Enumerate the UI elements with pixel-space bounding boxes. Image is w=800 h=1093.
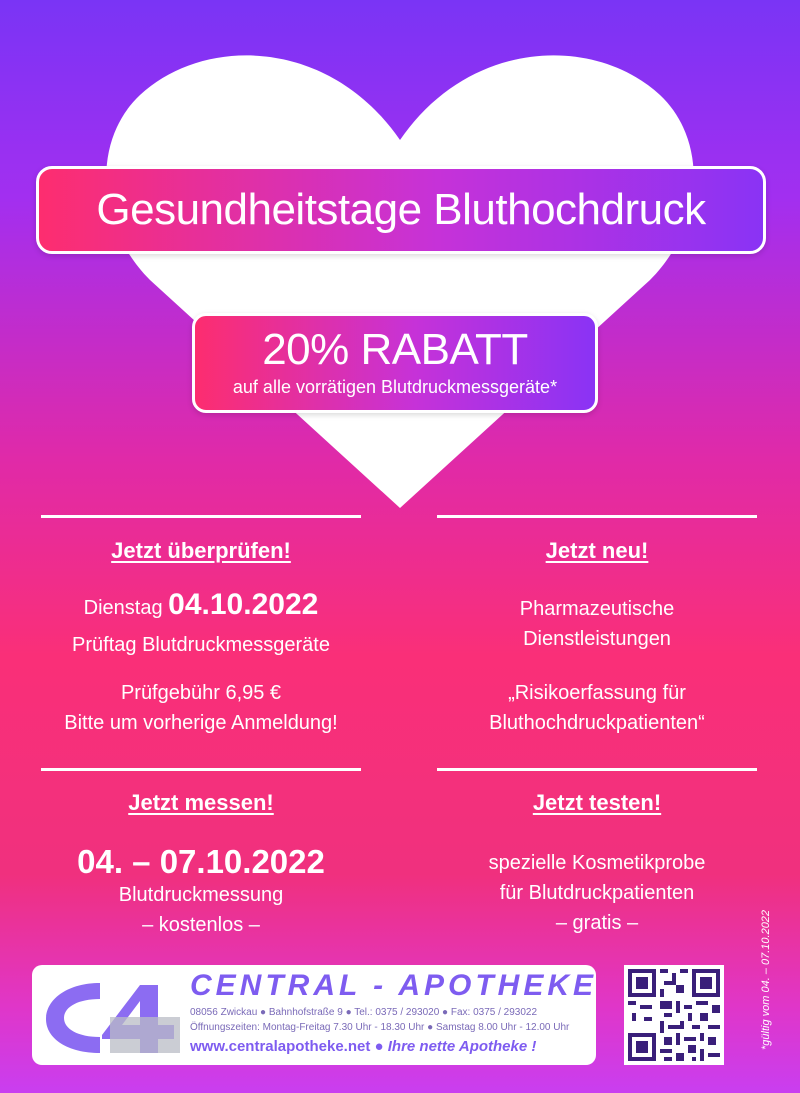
divider-left-bottom xyxy=(41,768,361,771)
check-fee: Prüfgebühr 6,95 € xyxy=(120,682,282,704)
checkday-weekday: Dienstag xyxy=(83,597,163,619)
heading-new: Jetzt neu! xyxy=(545,538,649,563)
pharmacy-hours: Öffnungszeiten: Montag-Freitag 7.30 Uhr - 18.30 Uhr ● Samstag 8.00 Uhr - 12.00 Uhr xyxy=(190,1022,570,1033)
measure-date: 04. – 07.10.2022 xyxy=(77,843,325,880)
pharmacy-website-link[interactable]: www.centralapotheke.net xyxy=(190,1038,371,1055)
checkday-description: Prüftag Blutdruckmessgeräte xyxy=(72,634,330,656)
validity-note: *gültig vom 04. – 07.10.2022 xyxy=(760,909,772,1050)
heading-measure: Jetzt messen! xyxy=(128,790,274,815)
qr-code-icon[interactable] xyxy=(624,965,724,1065)
new-service-line4: Bluthochdruckpatienten“ xyxy=(489,712,705,734)
checkday-line xyxy=(41,590,361,623)
heading-test: Jetzt testen! xyxy=(532,790,662,815)
pharmacy-logo-box xyxy=(32,965,596,1065)
pharmacy-logo-icon xyxy=(40,977,180,1057)
pharmacy-slogan: Ihre nette Apotheke ! xyxy=(387,1038,537,1055)
measure-description: Blutdruckmessung xyxy=(118,884,284,906)
pharmacy-web-line: www.centralapotheke.net ● Ihre nette Apotheke ! xyxy=(190,1038,537,1055)
pharmacy-address: 08056 Zwickau ● Bahnhofstraße 9 ● Tel.: 0375 / 293020 ● Fax: 0375 / 293022 xyxy=(190,1007,538,1018)
measure-free: – kostenlos – xyxy=(142,914,260,936)
checkday-date: 04.10.2022 xyxy=(168,588,319,621)
heart-shape xyxy=(0,0,800,520)
divider-left-top xyxy=(41,515,361,518)
pharmacy-name: CENTRAL - APOTHEKE xyxy=(190,969,598,1002)
divider-right-bottom xyxy=(437,768,757,771)
test-line3: – gratis – xyxy=(555,912,639,934)
heading-check: Jetzt überprüfen! xyxy=(111,538,291,563)
discount-headline: 20% RABATT xyxy=(262,325,528,374)
divider-right-top xyxy=(437,515,757,518)
discount-subline: auf alle vorrätigen Blutdruckmessgeräte* xyxy=(232,377,558,397)
title-banner xyxy=(36,166,766,254)
test-line1: spezielle Kosmetikprobe xyxy=(488,852,706,874)
new-service-line2: Dienstleistungen xyxy=(523,628,671,650)
discount-banner xyxy=(192,313,598,413)
new-service-line1: Pharmazeutische xyxy=(519,598,675,620)
check-registration-note: Bitte um vorherige Anmeldung! xyxy=(64,712,338,734)
test-line2: für Blutdruckpatienten xyxy=(499,882,695,904)
page-title: Gesundheitstage Bluthochdruck xyxy=(96,185,706,234)
new-service-line3: „Risikoerfassung für xyxy=(508,682,686,704)
